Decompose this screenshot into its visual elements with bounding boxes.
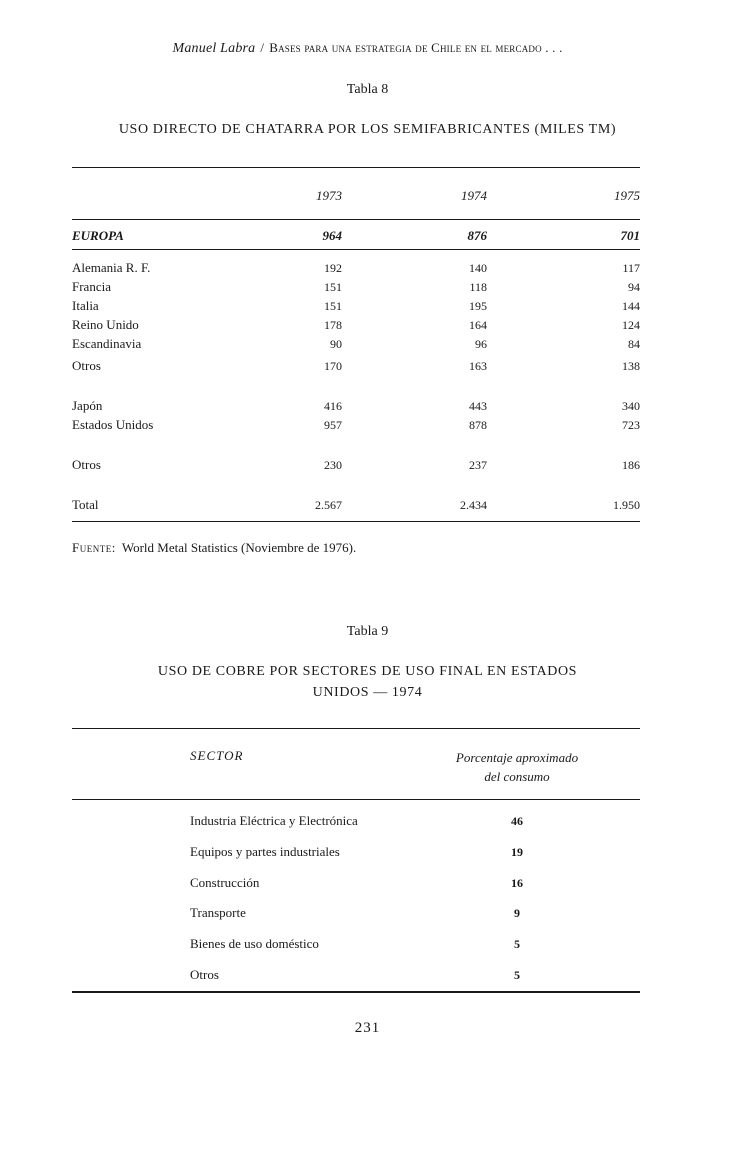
group-value-1975: 701: [620, 228, 640, 243]
value-1974: 163: [469, 359, 487, 373]
value-1975: 94: [628, 280, 640, 294]
table-row: [72, 933, 640, 955]
value-1974: 140: [469, 261, 487, 275]
row-label: Escandinavia: [72, 336, 142, 351]
author-name: Manuel Labra: [172, 41, 256, 56]
value-1973: 90: [330, 337, 342, 351]
table9-title-line1: USO DE COBRE POR SECTORES DE USO FINAL EN ESTADOS: [157, 664, 578, 679]
source-label: Fuente:: [72, 540, 116, 555]
table8-source-note: [72, 540, 356, 556]
row-label: Francia: [72, 279, 111, 294]
row-label: Italia: [72, 298, 99, 313]
table-row: [72, 315, 640, 335]
table8-title: USO DIRECTO DE CHATARRA POR LOS SEMIFABRICANTES (MILES TM): [118, 122, 617, 137]
row-label: Otros: [72, 457, 101, 472]
value-1975: 144: [622, 299, 640, 313]
sector-name: Industria Eléctrica y Electrónica: [190, 813, 358, 828]
table-row: [72, 277, 640, 297]
row-label: Reino Unido: [72, 317, 139, 332]
head-separator: /: [260, 40, 265, 55]
table8-total-row: [72, 495, 640, 515]
table-row: [72, 334, 640, 354]
header-percentage: [427, 748, 607, 786]
table-row: [72, 258, 640, 278]
table9-label: Tabla 9: [346, 624, 389, 639]
total-1975: 1.950: [613, 498, 640, 512]
value-1975: 186: [622, 458, 640, 472]
year-1973: 1973: [316, 188, 342, 203]
table-row: [72, 296, 640, 316]
table-row: [72, 841, 640, 863]
table-row: [72, 964, 640, 986]
table-row: [72, 356, 640, 376]
table9-header-rule: [72, 799, 640, 800]
total-label: Total: [72, 497, 99, 512]
value-1975: 117: [622, 261, 640, 275]
running-head: [0, 40, 735, 57]
header-sector: SECTOR: [190, 748, 244, 763]
row-label: Otros: [72, 358, 101, 373]
row-label: Alemania R. F.: [72, 260, 151, 275]
table9-top-rule: [72, 728, 640, 729]
value-1974: 237: [469, 458, 487, 472]
sector-percentage: 16: [511, 876, 523, 890]
value-1974: 118: [469, 280, 487, 294]
value-1974: 443: [469, 399, 487, 413]
value-1974: 96: [475, 337, 487, 351]
year-1975: 1975: [614, 188, 640, 203]
value-1975: 340: [622, 399, 640, 413]
sector-name: Bienes de uso doméstico: [190, 936, 319, 951]
value-1973: 151: [324, 280, 342, 294]
sector-percentage: 5: [514, 937, 520, 951]
sector-name: Equipos y partes industriales: [190, 844, 340, 859]
value-1973: 178: [324, 318, 342, 332]
value-1973: 192: [324, 261, 342, 275]
table-row: [72, 455, 640, 475]
value-1974: 878: [469, 418, 487, 432]
sector-name: Otros: [190, 967, 219, 982]
year-1974: 1974: [461, 188, 487, 203]
sector-percentage: 5: [514, 968, 520, 982]
header-pct-line2: del consumo: [484, 769, 550, 784]
article-title: Bases para una estrategia de Chile en el mercado . . .: [269, 40, 563, 55]
table-row: [72, 810, 640, 832]
table8-label: Tabla 8: [346, 82, 389, 97]
value-1975: 124: [622, 318, 640, 332]
value-1975: 84: [628, 337, 640, 351]
table-row: [72, 415, 640, 435]
page-number: 231: [354, 1020, 381, 1036]
value-1973: 416: [324, 399, 342, 413]
row-label: Estados Unidos: [72, 417, 154, 432]
sector-percentage: 46: [511, 814, 523, 828]
group-name: EUROPA: [72, 228, 124, 243]
group-value-1974: 876: [467, 228, 487, 243]
table8-top-rule: [72, 167, 640, 168]
value-1973: 230: [324, 458, 342, 472]
total-1974: 2.434: [460, 498, 487, 512]
table-row: [72, 902, 640, 924]
table8-group-rule: [72, 249, 640, 250]
sector-percentage: 9: [514, 906, 520, 920]
header-pct-line1: Porcentaje aproximado: [455, 750, 579, 765]
source-text: World Metal Statistics (Noviembre de 1976).: [121, 540, 357, 555]
table8-bottom-rule: [72, 521, 640, 522]
value-1975: 138: [622, 359, 640, 373]
value-1974: 164: [469, 318, 487, 332]
sector-name: Transporte: [190, 905, 246, 920]
sector-percentage: 19: [511, 845, 523, 859]
value-1973: 170: [324, 359, 342, 373]
value-1974: 195: [469, 299, 487, 313]
table8-group-row: [72, 226, 640, 246]
table-row: [72, 396, 640, 416]
row-label: Japón: [72, 398, 103, 413]
value-1973: 957: [324, 418, 342, 432]
sector-name: Construcción: [190, 875, 260, 890]
group-value-1973: 964: [322, 228, 342, 243]
value-1975: 723: [622, 418, 640, 432]
value-1973: 151: [324, 299, 342, 313]
total-1973: 2.567: [315, 498, 342, 512]
table-row: [72, 872, 640, 894]
table9-title-line2: UNIDOS — 1974: [312, 685, 423, 700]
table8-header-row: [72, 186, 640, 206]
table8-header-rule: [72, 219, 640, 220]
table9-bottom-rule: [72, 991, 640, 993]
